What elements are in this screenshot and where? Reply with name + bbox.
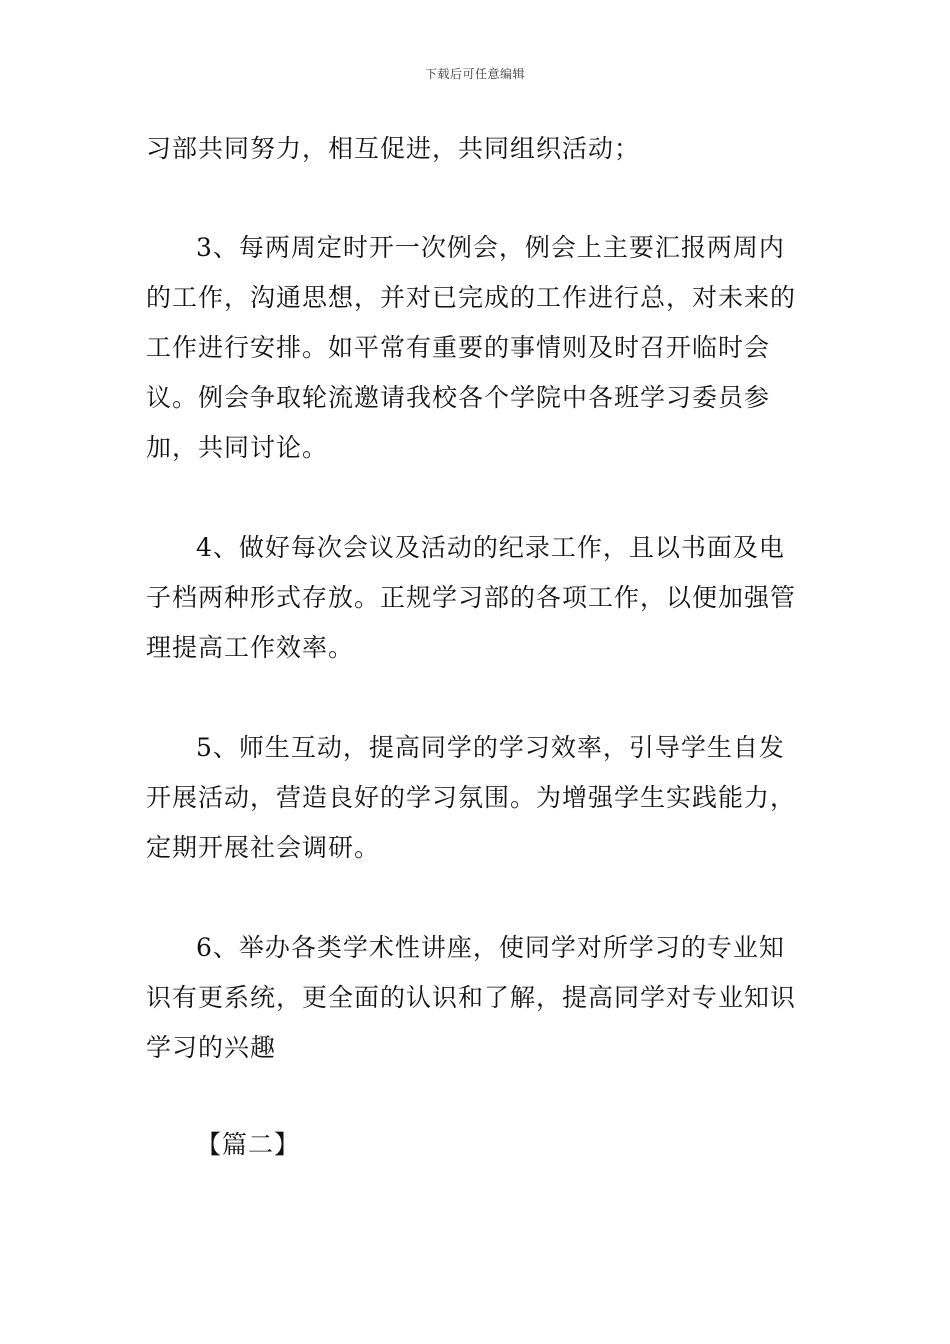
paragraph-text: 6、举办各类学术性讲座，使同学对所学习的专业知识有更系统，更全面的认识和了解，提高同学对专业知识学习的兴趣	[146, 933, 797, 1062]
section-heading: 【篇二】	[196, 1130, 301, 1159]
paragraph-text: 3、每两周定时开一次例会，例会上主要汇报两周内的工作，沟通思想，并对已完成的工作进行总，对未来的工作进行安排。如平常有重要的事情则及时召开临时会议。例会争取轮流邀请我校各个学院中各班学习委员参加，共同讨论。	[146, 233, 797, 462]
paragraph-continuation	[146, 124, 808, 174]
paragraph-text: 5、师生互动，提高同学的学习效率，引导学生自发开展活动，营造良好的学习氛围。为增强学生实践能力，定期开展社会调研。	[146, 733, 797, 862]
paragraph-item-5	[146, 723, 808, 873]
paragraph-text: 4、做好每次会议及活动的纪录工作，且以书面及电子档两种形式存放。正规学习部的各项工作，以便加强管理提高工作效率。	[146, 533, 797, 662]
paragraph-item-3	[146, 223, 808, 473]
paragraph-item-6	[146, 923, 808, 1073]
section-heading-block	[146, 1120, 808, 1170]
paragraph-text: 习部共同努力，相互促进，共同组织活动；	[146, 134, 641, 163]
paragraph-item-4	[146, 523, 808, 673]
header-note: 下载后可任意编辑	[424, 67, 525, 81]
